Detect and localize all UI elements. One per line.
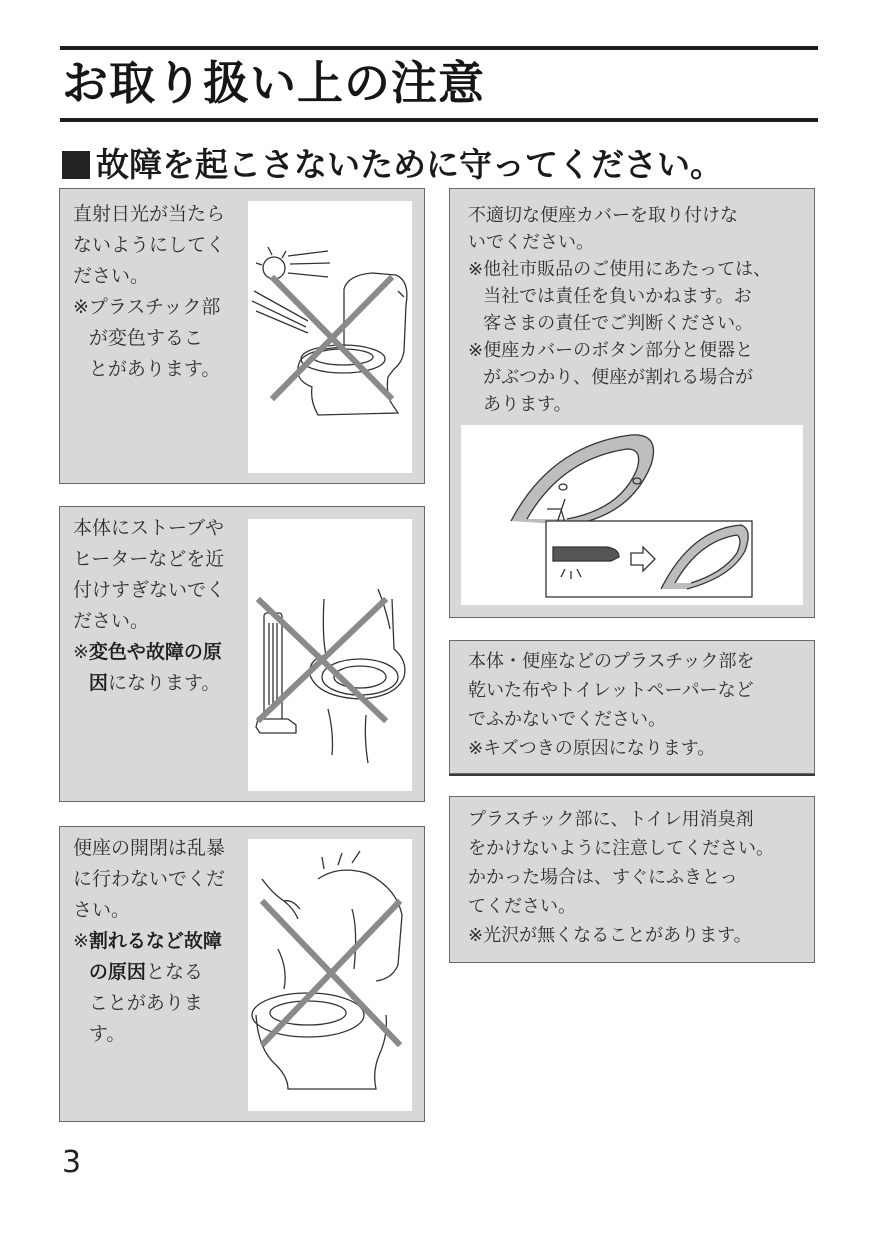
caution-note [73,292,248,385]
note-line: 客さまの責任でご判断ください。 [483,313,754,334]
slamming-lid-icon [248,839,412,1111]
note-line: とがあります。 [88,358,221,380]
caution-text-deodorant [468,805,812,950]
page-title: お取り扱い上の注意 [62,56,485,110]
heater-near-toilet-icon [248,519,412,791]
note-mark: ※ [73,296,89,318]
note-line: あります。 [483,394,572,415]
caution-line: 便座の開閉は乱暴 [73,837,226,859]
note-rest: す。 [88,1023,126,1045]
caution-line: 本体にストーブや [73,517,225,539]
caution-box-wiping [449,640,815,774]
caution-line: いでください。 [468,232,594,253]
heater-illustration [248,519,412,791]
caution-line: 本体・便座などのプラスチック部を [468,651,755,672]
seat-cover-button-icon [461,425,803,605]
seat-lid-illustration [248,839,412,1111]
caution-text-heater [73,513,248,699]
caution-box-sunlight [59,188,425,484]
sunlight-illustration [248,201,412,473]
caution-note [468,337,808,418]
note-line: 他社市販品のご使用にあたっては、 [483,259,772,280]
caution-line: ないようにしてく [73,234,226,256]
note-line: プラスチック部 [88,296,221,318]
title-rule [60,118,818,122]
toilet-in-sun-icon [248,201,412,473]
note-line: 便座カバーのボタン部分と便器と [483,340,754,361]
caution-line: 不適切な便座カバーを取り付けな [468,205,738,226]
caution-line: ださい。 [73,610,150,632]
caution-line: ヒーターなどを近 [73,548,225,570]
section-title-text: 故障を起こさないために守ってください。 [96,145,723,184]
caution-box-heater [59,506,425,802]
note-line: がぶつかり、便座が割れる場合が [483,367,754,388]
caution-line: 直射日光が当たら [73,203,226,225]
square-bullet-icon [62,151,90,179]
caution-line: プラスチック部に、トイレ用消臭剤 [468,809,754,830]
caution-line: 乾いた布やトイレットペーパーなど [468,680,754,701]
note-rest: となる [145,961,203,983]
caution-note [468,256,808,337]
caution-box-seat-lid [59,826,425,1122]
caution-line: ※キズつきの原因になります。 [468,738,716,759]
note-mark: ※ [73,930,89,952]
top-rule [60,46,818,50]
caution-line: 付けすぎないでく [73,579,226,601]
caution-text-wiping [468,647,808,763]
note-bold: の原因 [88,961,146,983]
note-bold: 変色や故障の原 [88,641,222,663]
note-mark: ※ [468,340,484,361]
caution-text-sunlight [73,199,248,385]
caution-note [73,926,251,1050]
caution-line: てください。 [468,896,576,917]
caution-line: でふかないでください。 [468,709,666,730]
caution-text-seat-cover [468,202,808,418]
caution-line: をかけないように注意してください。 [468,838,774,859]
note-line: が変色するこ [88,327,203,349]
caution-line: に行わないでくだ [73,868,226,890]
caution-box-deodorant [449,796,815,963]
caution-line: ださい。 [73,265,150,287]
note-bold: 因 [88,672,108,694]
caution-line: かかった場合は、すぐにふきとっ [468,867,738,888]
caution-note [73,637,248,699]
caution-box-seat-cover [449,188,815,618]
note-mark: ※ [468,259,484,280]
caution-line: さい。 [73,899,131,921]
seat-cover-illustration [461,425,803,605]
note-line: 当社では責任を負いかねます。お [483,286,752,307]
note-mark: ※ [73,641,89,663]
caution-line: ※光沢が無くなることがあります。 [468,925,752,946]
note-rest: ことがありま [88,992,203,1014]
note-rest: になります。 [107,672,221,694]
page-number: 3 [62,1145,82,1180]
section-title [62,140,723,190]
note-bold: 割れるなど故障 [88,930,222,952]
caution-text-seat-lid [73,833,251,1050]
